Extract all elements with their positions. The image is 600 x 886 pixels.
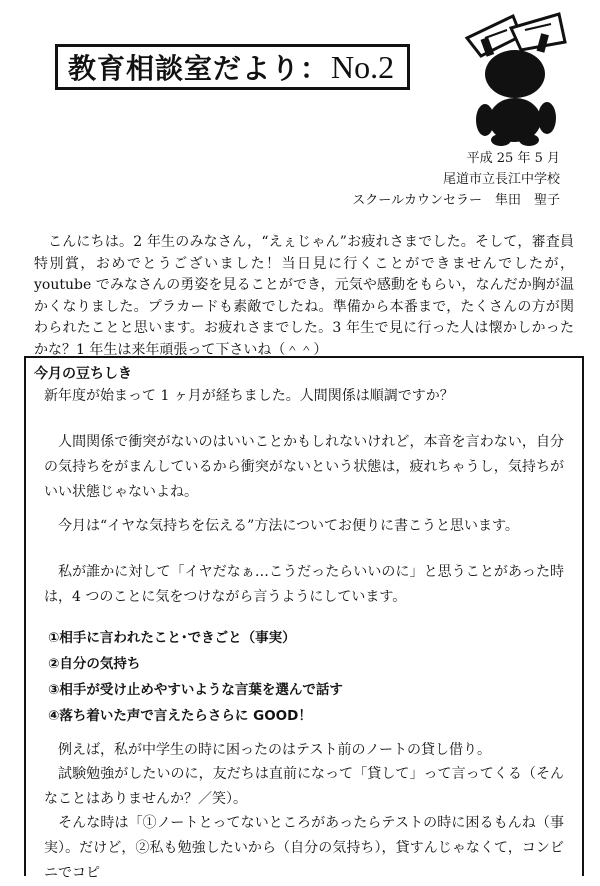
column-heading: 今月の豆ちしき <box>34 366 132 382</box>
column-paragraph-3: 今月は“イヤな気持ちを伝える”方法についてお便りに書こうと思います。 <box>44 518 519 534</box>
mascot-illustration <box>455 8 575 148</box>
column-paragraph-7: そんな時は「①ノートとってないところがあったらテストの時に困るもんね（事実）。だけど，②私も勉強したいから（自分の気持ち），貸すんじゃなくて，コンビニでコピ <box>44 815 564 881</box>
column-paragraph-6: 試験勉強がしたいのに，友だちは直前になって「貸して」って言ってくる（そんなことはありませんか？／笑）。 <box>44 766 564 807</box>
newsletter-title: 教育相談室だより： <box>68 52 330 85</box>
school-name: 尾道市立長江中学校 <box>442 172 560 187</box>
tip-point-3: ③相手が受け止めやすいような言葉を選んで話す <box>48 682 343 698</box>
issue-meta <box>352 148 560 211</box>
intro-paragraph: こんにちは。2 年生のみなさん，“えぇじゃん”お疲れさまでした。そして，審査員特別賞，おめでとうございました！当日見に行くことができませんでしたが，youtube でみなさんの勇姿を見ることができ，元気や感動をもらい，なんだか胸が温かくなりました。プラカードも素敵でしたね。準備から本番まで，たくさんの方が関わられたことと思います。お疲れさまでした。3 年生で見に行った人は懐かしかったかな？1 年生は来年頑張って下さいね（＾＾） <box>34 234 574 358</box>
column-paragraph-1: 新年度が始まって 1 ヶ月が経ちました。人間関係は順調ですか？ <box>44 388 454 404</box>
tip-point-2: ②自分の気持ち <box>48 656 141 672</box>
column-paragraph-5: 例えば，私が中学生の時に困ったのはテスト前のノートの貸し借り。 <box>44 742 492 758</box>
newsletter-title-box <box>55 44 410 90</box>
issue-date: 平成 25 年 5 月 <box>466 151 560 166</box>
column-paragraph-4: 私が誰かに対して「イヤだなぁ…こうだったらいいのに」と思うことがあった時は，4 つのことに気をつけながら言うようにしています。 <box>44 564 564 605</box>
tip-point-1: ①相手に言われたこと･できごと（事実） <box>48 630 296 646</box>
counselor-name: スクールカウンセラー 隼田 聖子 <box>352 193 560 208</box>
trivia-column <box>24 356 584 881</box>
column-paragraph-2: 人間関係で衝突がないのはいいことかもしれないけれど，本音を言わない，自分の気持ちをがまんしているから衝突がないという状態は，疲れちゃうし，気持ちがいい状態じゃないよね。 <box>44 434 564 500</box>
tip-point-4: ④落ち着いた声で言えたらさらに GOOD！ <box>48 708 312 724</box>
issue-number: No.2 <box>331 48 395 85</box>
